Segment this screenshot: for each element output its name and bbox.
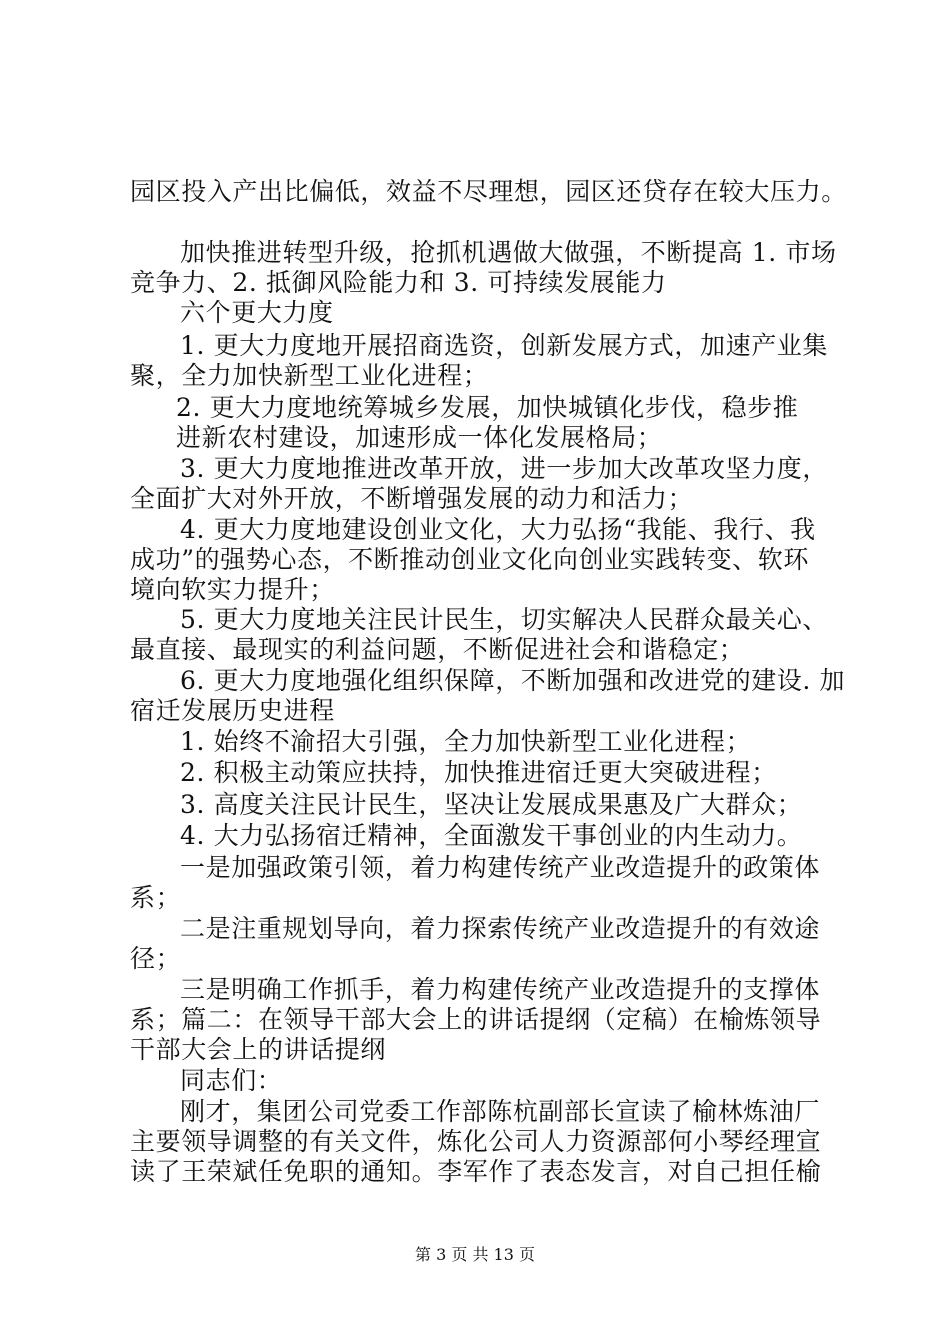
text-line: 主要领导调整的有关文件，炼化公司人力资源部何小琴经理宣 [130,1127,822,1156]
text-line: 园区投入产出比偏低，效益不尽理想，园区还贷存在较大压力。 [130,177,847,206]
text-line: 4. 更大力度地建设创业文化，大力弘扬“我能、我行、我 [180,515,816,544]
text-line: 聚，全力加快新型工业化进程； [130,361,489,390]
text-line: 宿迁发展历史进程 [130,696,335,725]
text-line: 三是明确工作抓手，着力构建传统产业改造提升的支撑体 [180,975,821,1004]
text-line: 一是加强政策引领，着力构建传统产业改造提升的政策体 [180,853,821,882]
text-line: 系； [130,883,182,912]
text-line: 3. 高度关注民计民生，坚决让发展成果惠及广大群众； [180,790,803,819]
text-line: 4. 大力弘扬宿迁精神，全面激发干事创业的内生动力。 [180,821,803,850]
text-line: 2. 更大力度地统筹城乡发展，加快城镇化步伐，稳步推 [176,393,799,422]
text-line: 同志们： [180,1066,283,1095]
text-line: 干部大会上的讲话提纲 [130,1035,387,1064]
text-line: 刚才，集团公司党委工作部陈杭副部长宣读了榆林炼油厂 [180,1097,821,1126]
text-line: 全面扩大对外开放，不断增强发展的动力和活力； [130,484,694,513]
text-line: 2. 积极主动策应扶持，加快推进宿迁更大突破进程； [180,758,777,787]
text-line: 6. 更大力度地强化组织保障，不断加强和改进党的建设. 加 [180,666,846,695]
text-line: 二是注重规划导向，着力探索传统产业改造提升的有效途 [180,914,821,943]
text-line: 3. 更大力度地推进改革开放，进一步加大改革攻坚力度， [180,454,829,483]
text-line: 进新农村建设，加速形成一体化发展格局； [176,423,663,452]
text-line: 成功”的强势心态，不断推动创业文化向创业实践转变、软环 [130,545,809,574]
text-line: 1. 始终不渝招大引强，全力加快新型工业化进程； [180,727,752,756]
text-line: 加快推进转型升级，抢抓机遇做大做强，不断提高 1. 市场 [180,238,837,267]
text-line: 境向软实力提升； [130,575,335,604]
text-line: 读了王荣斌任免职的通知。李军作了表态发言，对自己担任榆 [130,1157,822,1186]
text-line: 5. 更大力度地关注民计民生，切实解决人民群众最关心、 [180,605,829,634]
text-line: 竞争力、2. 抵御风险能力和 3. 可持续发展能力 [130,268,667,297]
text-line: 径； [130,944,182,973]
text-line: 最直接、最现实的利益问题，不断促进社会和谐稳定； [130,635,745,664]
text-line: 系；篇二：在领导干部大会上的讲话提纲（定稿）在榆炼领导 [130,1005,822,1034]
text-line: 1. 更大力度地开展招商选资，创新发展方式，加速产业集 [180,331,829,360]
text-line: 六个更大力度 [180,298,334,327]
page-number-footer: 第 3 页 共 13 页 [415,1245,535,1264]
